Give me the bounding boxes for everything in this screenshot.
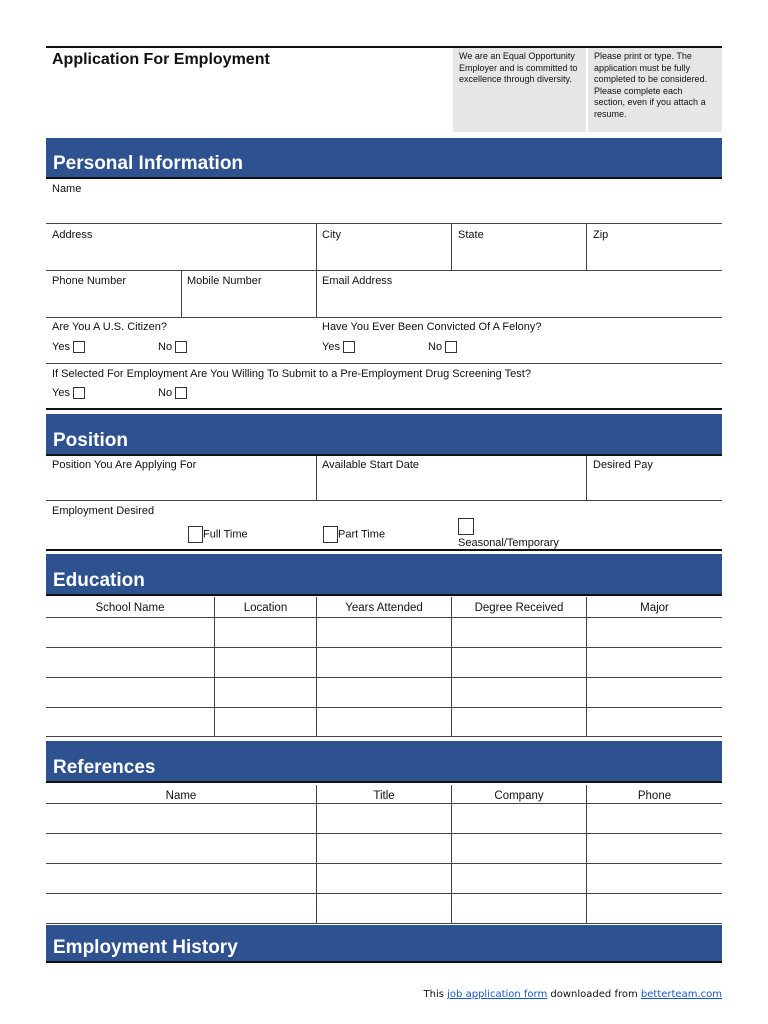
drug-test-yes[interactable]: [52, 387, 85, 399]
seasonal-label: Seasonal/Temporary: [458, 537, 559, 549]
section-employment-history: [46, 925, 722, 963]
phone-field[interactable]: [46, 289, 180, 316]
divider: [316, 271, 317, 317]
instructions-note: Please print or type. The application must be fully completed to be considered. Please complete each section, even if you attach a resume.: [588, 48, 722, 132]
table-row[interactable]: [46, 804, 722, 832]
checkbox[interactable]: [458, 518, 474, 535]
checkbox[interactable]: [175, 341, 187, 353]
desired-pay-label: Desired Pay: [593, 459, 653, 471]
divider: [46, 223, 722, 224]
divider: [46, 270, 722, 271]
full-time-label: Full Time: [203, 528, 248, 541]
full-time-option[interactable]: [188, 526, 248, 543]
zip-label: Zip: [593, 229, 609, 241]
address-field[interactable]: [46, 243, 316, 270]
col-location: Location: [243, 602, 288, 614]
citizen-question: Are You A U.S. Citizen?: [52, 321, 167, 333]
city-field[interactable]: [317, 243, 451, 270]
col-school-name: School Name: [95, 602, 165, 614]
city-label: City: [322, 229, 341, 241]
state-label: State: [458, 229, 484, 241]
checkbox[interactable]: [175, 387, 187, 399]
section-title: References: [53, 757, 156, 778]
start-date-field[interactable]: [317, 474, 586, 500]
state-field[interactable]: [452, 243, 586, 270]
section-title: Personal Information: [53, 153, 244, 174]
divider: [46, 500, 722, 501]
citizen-no[interactable]: [158, 341, 187, 353]
col-ref-phone: Phone: [637, 790, 672, 802]
section-title: Employment History: [53, 937, 238, 958]
section-position: [46, 414, 722, 456]
section-education: [46, 554, 722, 596]
betterteam-link[interactable]: betterteam.com: [640, 989, 722, 1000]
felony-question: Have You Ever Been Convicted Of A Felony?: [322, 321, 542, 333]
col-ref-company: Company: [494, 790, 544, 802]
part-time-label: Part Time: [338, 528, 386, 541]
divider: [586, 224, 587, 270]
position-field[interactable]: [46, 474, 316, 500]
job-application-form-link[interactable]: job application form: [447, 989, 548, 1000]
email-label: Email Address: [322, 275, 393, 287]
felony-yes[interactable]: [322, 341, 355, 353]
yes-label: Yes: [52, 387, 70, 399]
start-date-label: Available Start Date: [322, 459, 420, 471]
eeo-note: We are an Equal Opportunity Employer and is committed to excellence through diversity.: [453, 48, 586, 132]
zip-field[interactable]: [587, 243, 722, 270]
drug-test-question: If Selected For Employment Are You Willing To Submit to a Pre-Employment Drug Screening Test?: [52, 368, 531, 380]
section-title: Position: [53, 430, 128, 451]
divider: [316, 224, 317, 270]
divider: [46, 736, 722, 737]
table-row[interactable]: [46, 618, 722, 646]
section-personal-information: [46, 138, 722, 179]
divider: [46, 363, 722, 364]
checkbox[interactable]: [343, 341, 355, 353]
yes-label: Yes: [52, 341, 70, 353]
part-time-option[interactable]: [323, 526, 385, 543]
col-major: Major: [640, 602, 669, 614]
phone-label: Phone Number: [52, 275, 126, 287]
divider: [181, 271, 182, 317]
no-label: No: [158, 341, 173, 353]
no-label: No: [158, 387, 173, 399]
col-degree-received: Degree Received: [474, 602, 564, 614]
email-field[interactable]: [317, 289, 722, 316]
felony-no[interactable]: [428, 341, 457, 353]
table-row[interactable]: [46, 864, 722, 892]
name-field[interactable]: [46, 195, 722, 223]
checkbox[interactable]: [188, 526, 203, 543]
table-row[interactable]: [46, 648, 722, 676]
address-label: Address: [52, 229, 93, 241]
checkbox[interactable]: [73, 341, 85, 353]
employment-desired-label: Employment Desired: [52, 505, 155, 517]
no-label: No: [428, 341, 443, 353]
checkbox[interactable]: [323, 526, 338, 543]
table-row[interactable]: [46, 834, 722, 862]
col-ref-name: Name: [165, 790, 197, 802]
section-rule: [46, 408, 722, 410]
section-title: Education: [53, 570, 145, 591]
col-years-attended: Years Attended: [345, 602, 423, 614]
checkbox[interactable]: [445, 341, 457, 353]
name-label: Name: [52, 183, 82, 195]
checkbox[interactable]: [73, 387, 85, 399]
section-rule: [46, 549, 722, 551]
divider: [586, 456, 587, 500]
footer-note: [424, 989, 722, 1000]
position-applying-label: Position You Are Applying For: [52, 459, 197, 471]
table-row[interactable]: [46, 894, 722, 922]
col-ref-title: Title: [373, 790, 395, 802]
footer-prefix: This: [423, 989, 444, 1000]
divider: [451, 224, 452, 270]
drug-test-no[interactable]: [158, 387, 187, 399]
yes-label: Yes: [322, 341, 340, 353]
mobile-label: Mobile Number: [187, 275, 262, 287]
table-row[interactable]: [46, 708, 722, 735]
divider: [316, 456, 317, 500]
divider: [46, 317, 722, 318]
mobile-field[interactable]: [182, 289, 316, 316]
citizen-yes[interactable]: [52, 341, 85, 353]
section-references: [46, 741, 722, 783]
table-row[interactable]: [46, 678, 722, 706]
page-title: Application For Employment: [52, 51, 270, 68]
footer-middle: downloaded from: [550, 989, 638, 1000]
desired-pay-field[interactable]: [587, 474, 722, 500]
seasonal-checkbox[interactable]: [458, 518, 474, 536]
divider: [46, 923, 722, 924]
